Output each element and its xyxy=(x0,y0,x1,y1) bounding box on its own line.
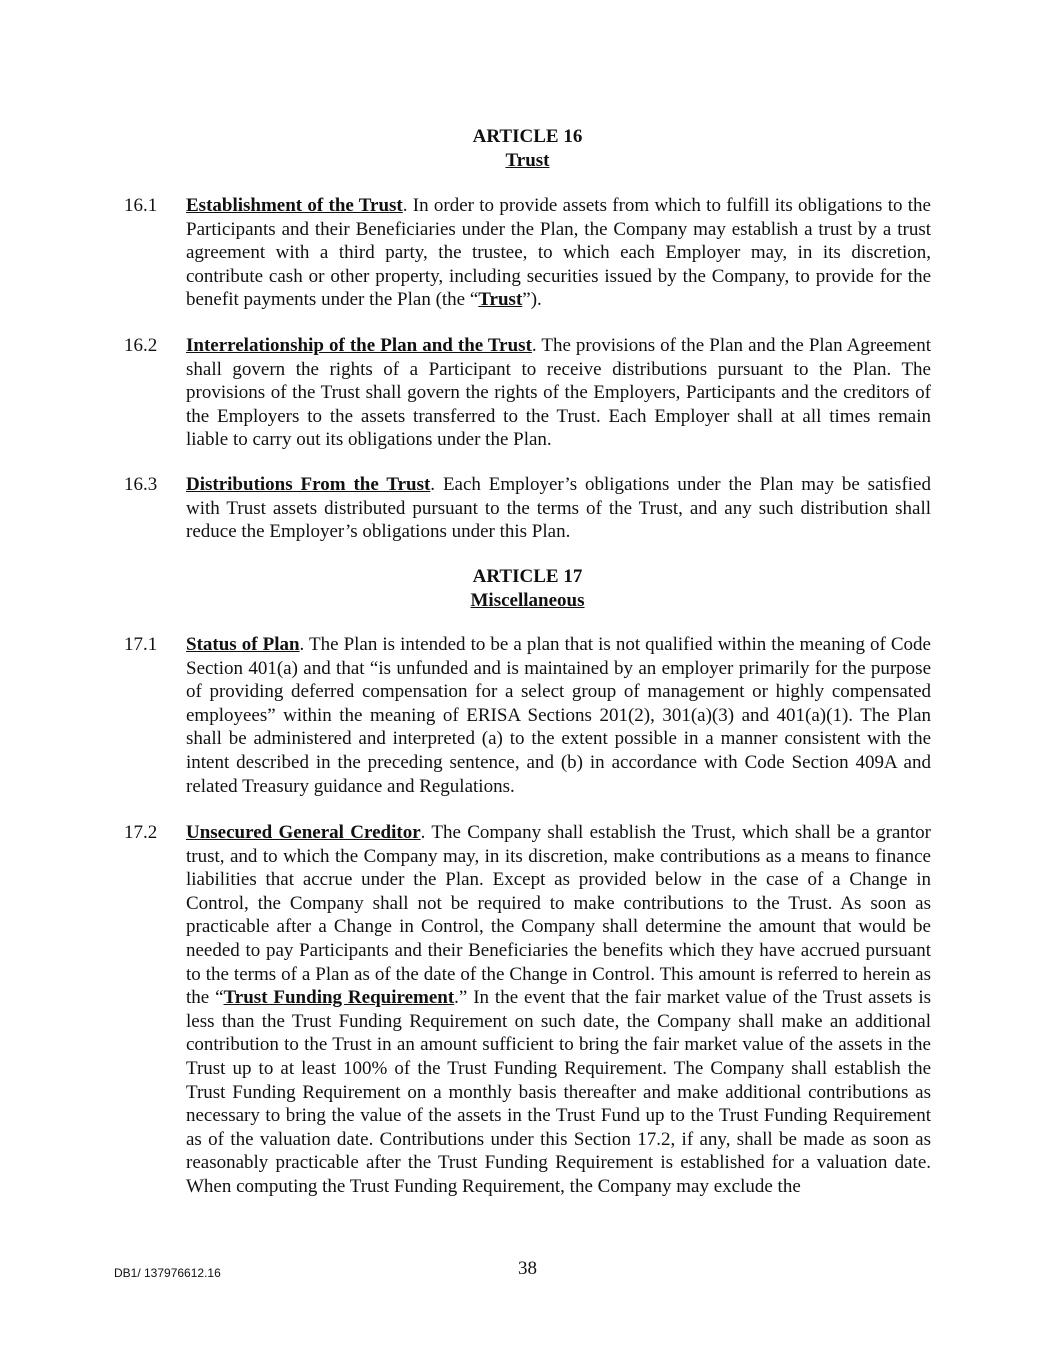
section-title: Distributions From the Trust xyxy=(186,474,431,495)
section-number: 16.3 xyxy=(124,474,158,495)
section-number: 17.1 xyxy=(124,634,158,655)
section-text xyxy=(186,334,931,452)
defined-term: Trust Funding Requirement xyxy=(223,987,455,1009)
article-17-subtitle: Miscellaneous xyxy=(470,590,585,611)
section-text xyxy=(186,473,931,544)
section-text xyxy=(186,194,931,312)
article-16-heading xyxy=(0,125,1055,173)
article-17-heading xyxy=(0,565,1055,613)
section-body-text: . The provisions of the Plan and the Plan Agreement shall govern the rights of a Participant to receive distributions pursuant to the Plan. The provisions of the Trust shall govern the rights of the Employers, Participants and the creditors of the Employers to the assets transferred to the Trust. Each Employer shall at all times remain liable to carry out its obligations under the Plan. xyxy=(186,335,931,451)
section-title: Interrelationship of the Plan and the Trust xyxy=(186,335,532,356)
article-16-subtitle: Trust xyxy=(505,150,550,171)
section-number: 17.2 xyxy=(124,822,158,843)
section-body-text-end: ”). xyxy=(522,289,542,311)
section-title: Status of Plan xyxy=(186,634,300,655)
section-text xyxy=(186,633,931,798)
section-body-text: . In order to provide assets from which to fulfill its obligations to the Participants and their Beneficiaries under the Plan, the Company may establish a trust by a trust agreement with a third party, the trustee, to which each Employer may, in its discretion, contribute cash or other property, including securities issued by the Company, to provide for the benefit payments under the Plan (the “ xyxy=(186,195,931,311)
article-16-title: ARTICLE 16 xyxy=(472,126,583,147)
section-number: 16.1 xyxy=(124,195,158,216)
section-body-text: . The Plan is intended to be a plan that is not qualified within the meaning of Code Section 401(a) and that “is unfunded and is maintained by an employer primarily for the purpose of providing deferred compensation for a select group of management or highly compensated employees” within the meaning of ERISA Sections 201(2), 301(a)(3) and 401(a)(1). The Plan shall be administered and interpreted (a) to the extent possible in a manner consistent with the intent described in the preceding sentence, and (b) in accordance with Code Section 409A and related Treasury guidance and Regulations. xyxy=(186,634,931,797)
article-17-title: ARTICLE 17 xyxy=(472,566,583,587)
document-id: DB1/ 137976612.16 xyxy=(114,1266,221,1280)
section-body-text: . Each Employer’s obligations under the Plan may be satisfied with Trust assets distributed pursuant to the terms of the Trust, and any such distribution shall reduce the Employer’s obligations under this Plan. xyxy=(186,474,931,543)
section-body-text-end: .” In the event that the fair market value of the Trust assets is less than the Trust Funding Requirement on such date, the Company shall make an additional contribution to the Trust in an amount sufficient to bring the fair market value of the assets in the Trust up to at least 100% of the Trust Funding Requirement. The Company shall establish the Trust Funding Requirement on a monthly basis thereafter and make additional contributions as necessary to bring the value of the assets in the Trust Fund up to the Trust Funding Requirement as of the valuation date. Contributions under this Section 17.2, if any, shall be made as soon as reasonably practicable after the Trust Funding Requirement is established for a valuation date. When computing the Trust Funding Requirement, the Company may exclude the xyxy=(186,987,931,1197)
defined-term: Trust xyxy=(478,289,523,311)
section-body-text: . The Company shall establish the Trust, which shall be a grantor trust, and to which the Company may, in its discretion, make contributions as a means to finance liabilities that accrue under the Plan. Except as provided below in the case of a Change in Control, the Company shall not be required to make contributions to the Trust. As soon as practicable after a Change in Control, the Company shall determine the amount that would be needed to pay Participants and their Beneficiaries the benefits which they have accrued pursuant to the terms of a Plan as of the date of the Change in Control. This amount is referred to herein as the “ xyxy=(186,822,931,1009)
section-number: 16.2 xyxy=(124,335,158,356)
section-title: Unsecured General Creditor xyxy=(186,822,421,843)
page-number: 38 xyxy=(518,1258,537,1279)
section-title: Establishment of the Trust xyxy=(186,195,403,216)
section-text xyxy=(186,821,931,1199)
